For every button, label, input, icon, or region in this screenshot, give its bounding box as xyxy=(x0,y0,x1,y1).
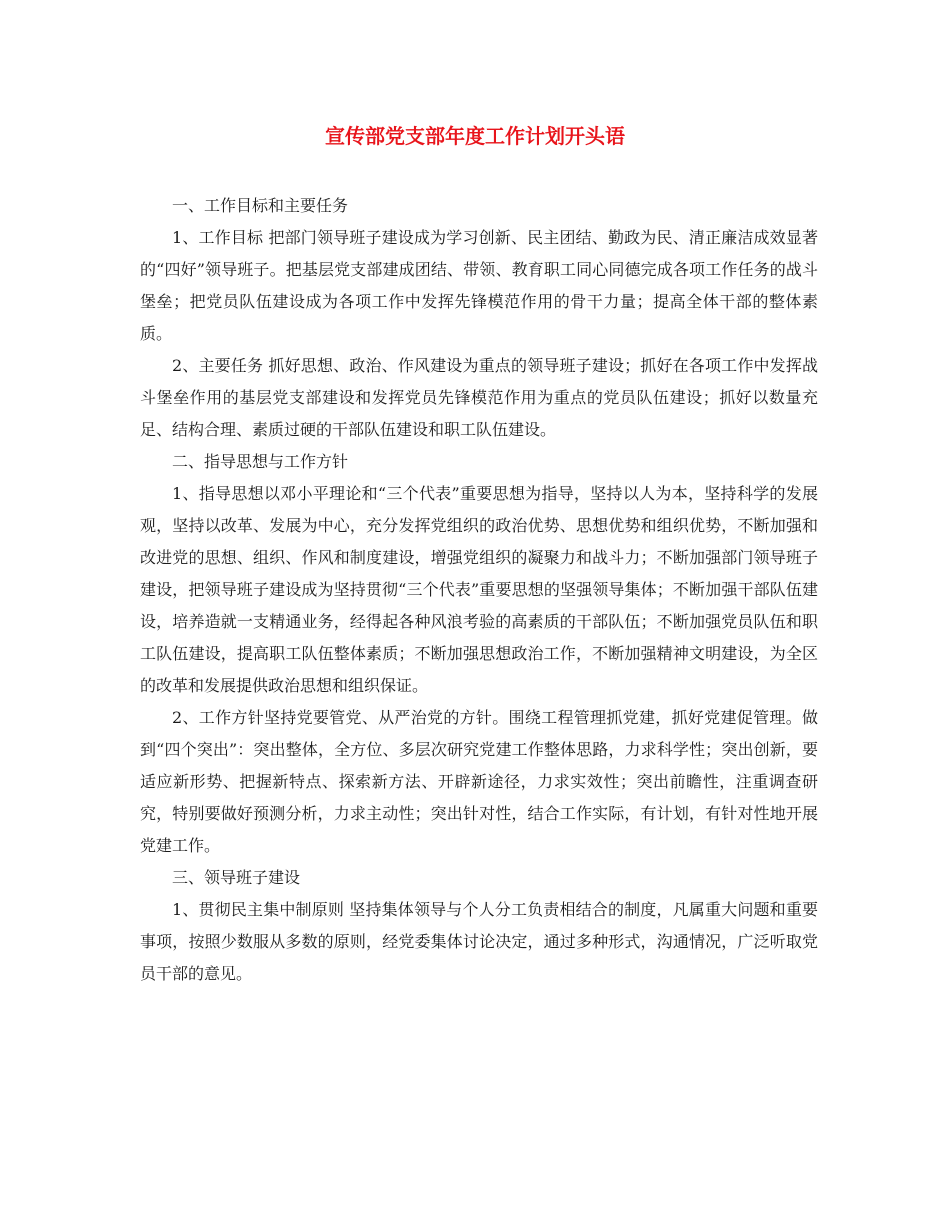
section-heading-3: 三、领导班子建设 xyxy=(172,868,301,887)
paragraph-guiding-thought: 1、指导思想以邓小平理论和“三个代表”重要思想为指导，坚持以人为本，坚持科学的发展观，坚持以改革、发展为中心，充分发挥党组织的政治优势、思想优势和组织优势，不断加强和改进党的思想、组织、作风和制度建设，增强党组织的凝聚力和战斗力；不断加强部门领导班子建设，把领导班子建设成为坚持贯彻“三个代表”重要思想的坚强领导集体；不断加强干部队伍建设，培养造就一支精通业务，经得起各种风浪考验的高素质的干部队伍；不断加强党员队伍和职工队伍建设，提高职工队伍整体素质；不断加强思想政治工作，不断加强精神文明建设，为全区的改革和发展提供政治思想和组织保证。 xyxy=(140,484,818,695)
document-title: 宣传部党支部年度工作计划开头语 xyxy=(325,124,625,148)
section-heading-2: 二、指导思想与工作方针 xyxy=(172,452,349,471)
paragraph-work-goal: 1、工作目标 把部门领导班子建设成为学习创新、民主团结、勤政为民、清正廉洁成效显著的“四好”领导班子。把基层党支部建成团结、带领、教育职工同心同德完成各项工作任务的战斗堡垒；把党员队伍建设成为各项工作中发挥先锋模范作用的骨干力量；提高全体干部的整体素质。 xyxy=(140,228,818,343)
paragraph-democratic-centralism: 1、贯彻民主集中制原则 坚持集体领导与个人分工负责相结合的制度，凡属重大问题和重要事项，按照少数服从多数的原则，经党委集体讨论决定，通过多种形式，沟通情况，广泛听取党员干部的意见。 xyxy=(140,900,818,983)
section-heading-1: 一、工作目标和主要任务 xyxy=(172,196,349,215)
paragraph-main-tasks: 2、主要任务 抓好思想、政治、作风建设为重点的领导班子建设；抓好在各项工作中发挥战斗堡垒作用的基层党支部建设和发挥党员先锋模范作用为重点的党员队伍建设；抓好以数量充足、结构合理、素质过硬的干部队伍建设和职工队伍建设。 xyxy=(140,356,818,439)
document-body xyxy=(140,190,818,990)
paragraph-work-policy: 2、工作方针坚持党要管党、从严治党的方针。围绕工程管理抓党建，抓好党建促管理。做到“四个突出”：突出整体，全方位、多层次研究党建工作整体思路，力求科学性；突出创新，要适应新形势、把握新特点、探索新方法、开辟新途径，力求实效性；突出前瞻性，注重调查研究，特别要做好预测分析，力求主动性；突出针对性，结合工作实际，有计划，有针对性地开展党建工作。 xyxy=(140,708,818,855)
